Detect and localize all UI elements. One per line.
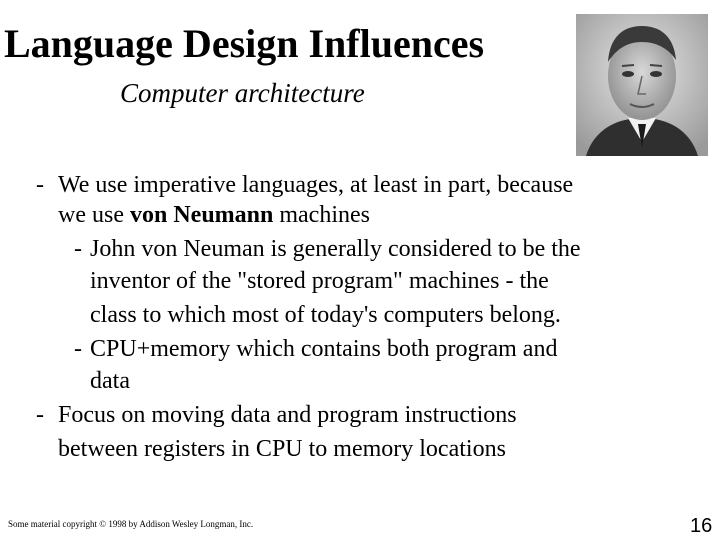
slide-title: Language Design Influences bbox=[4, 21, 485, 66]
bullet-text: Focus on moving data and program instructions bbox=[58, 402, 517, 428]
bullet-dash: - bbox=[36, 402, 44, 428]
sub-bullet-text: John von Neuman is generally considered to be the bbox=[90, 236, 581, 262]
bullet-bold-term: von Neumann bbox=[129, 202, 274, 228]
bullet-text: between registers in CPU to memory locations bbox=[58, 436, 506, 462]
portrait-photo-icon bbox=[576, 14, 708, 156]
bullet-text: We use imperative languages, at least in part, because bbox=[58, 172, 574, 198]
sub-bullet-text: inventor of the "stored program" machines - the bbox=[90, 268, 549, 294]
sub-bullet-dash: - bbox=[74, 236, 82, 262]
sub-bullet-text: class to which most of today's computers belong. bbox=[90, 302, 561, 328]
bullet-text-part: we use bbox=[58, 202, 130, 228]
page-number: 16 bbox=[690, 515, 713, 537]
bullet-text bbox=[58, 198, 370, 232]
sub-bullet-text: data bbox=[90, 368, 130, 394]
sub-bullet-dash: - bbox=[74, 336, 82, 362]
sub-bullet-text: CPU+memory which contains both program and bbox=[90, 336, 558, 362]
bullet-dash: - bbox=[36, 172, 44, 198]
slide-subtitle: Computer architecture bbox=[120, 78, 365, 108]
copyright-footer: Some material copyright © 1998 by Addison Wesley Longman, Inc. bbox=[8, 519, 254, 529]
bullet-text-part: machines bbox=[273, 202, 370, 228]
